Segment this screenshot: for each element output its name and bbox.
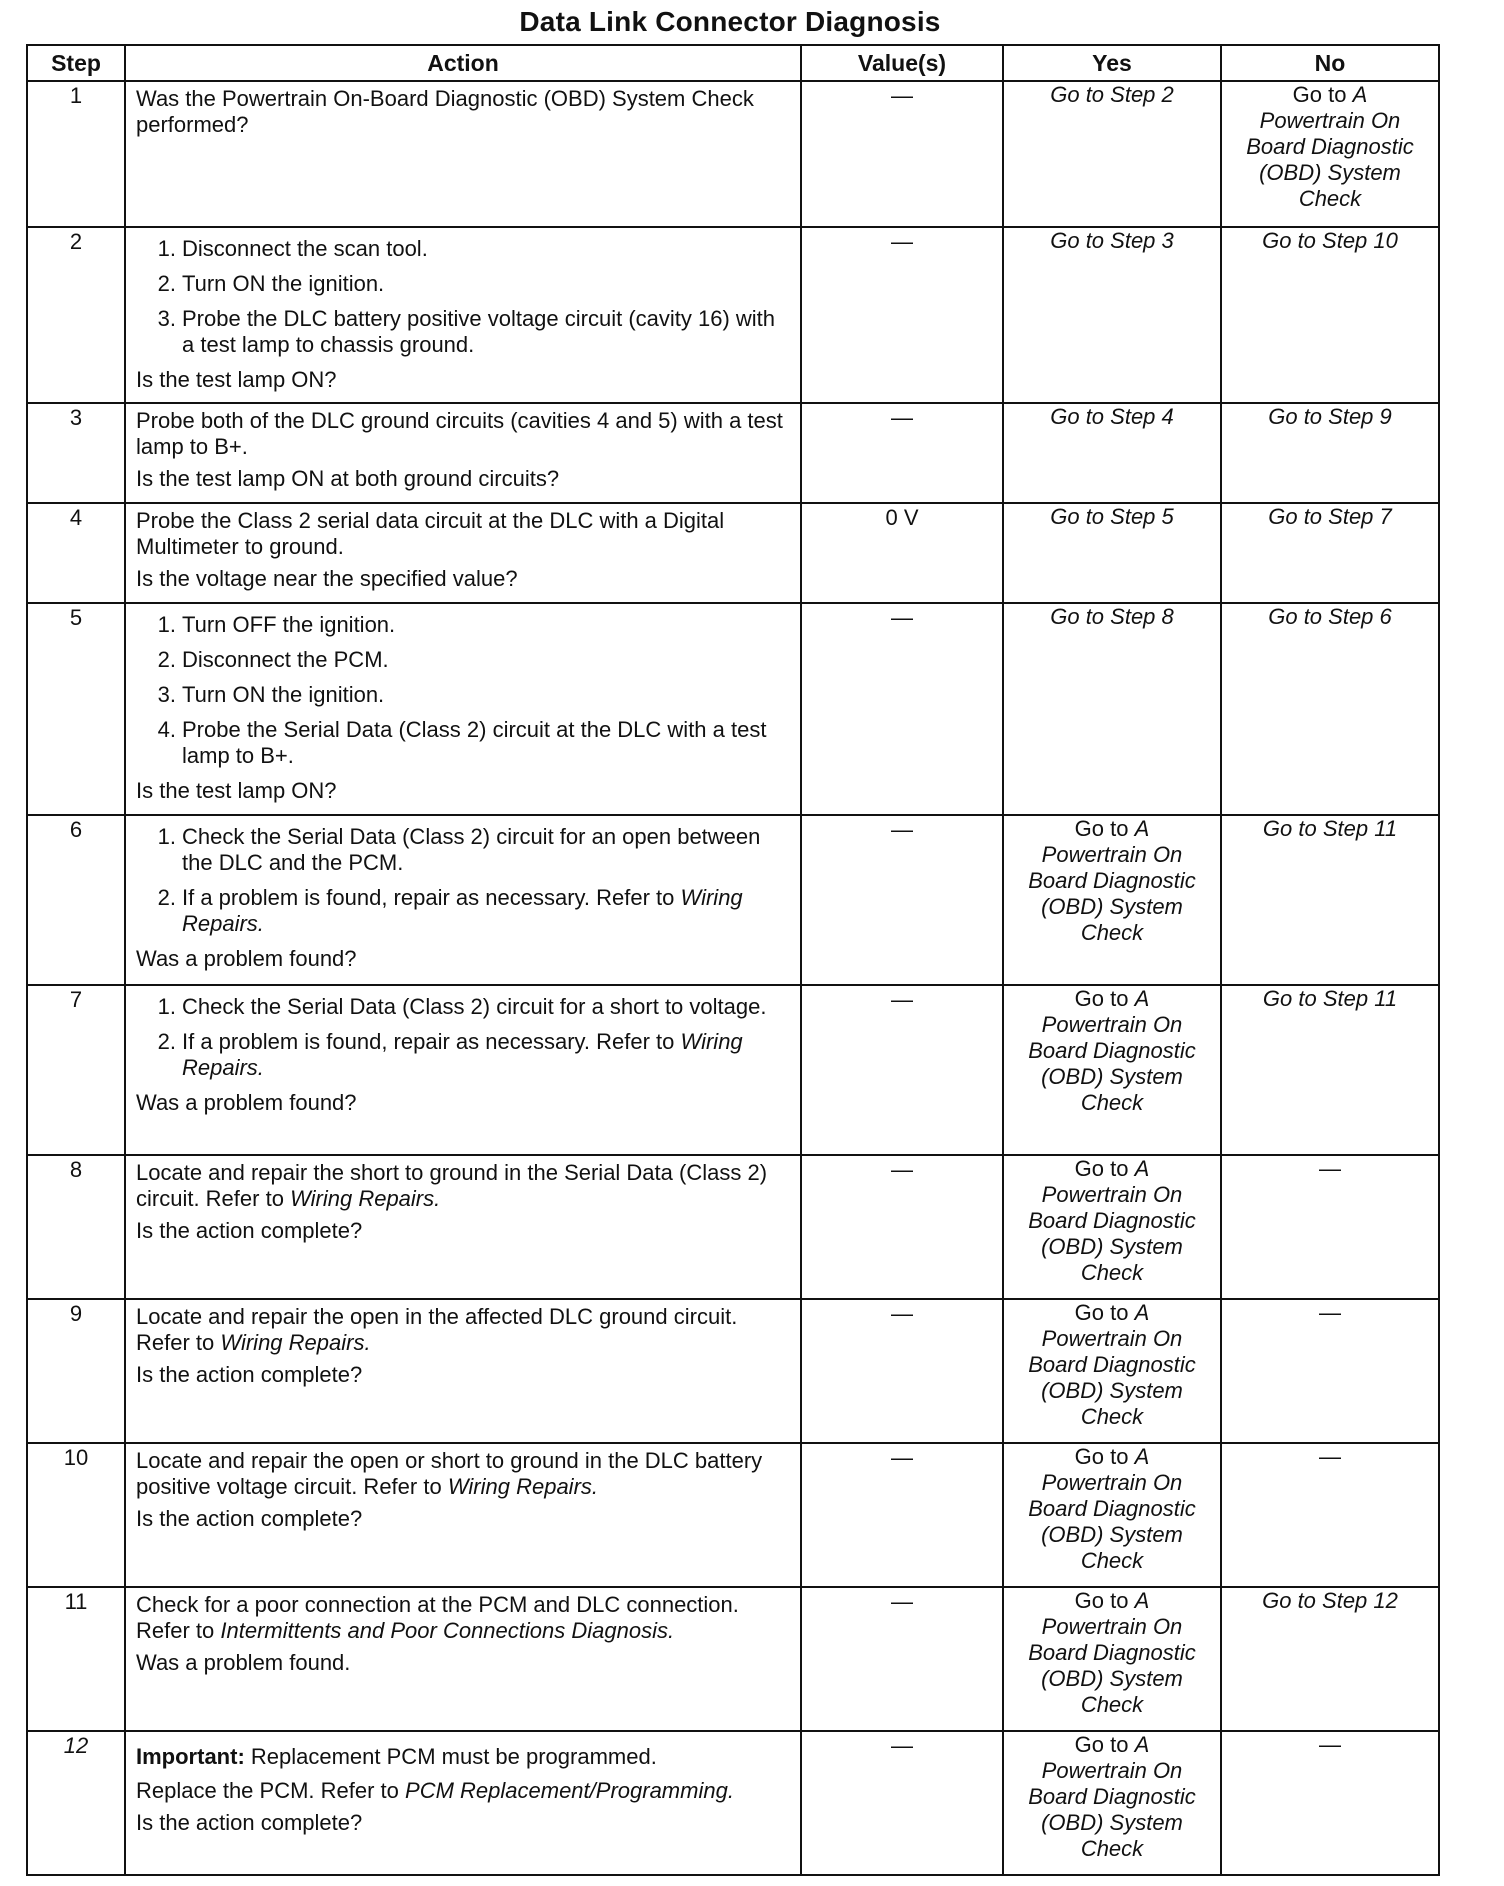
yes-cell: Go to Step 2 [1003, 81, 1221, 227]
obd-reference: Go to A Powertrain On Board Diagnostic (OBD) System Check [1028, 1156, 1196, 1285]
header-action: Action [125, 45, 801, 81]
action-cell [125, 603, 801, 815]
value-cell: — [801, 81, 1003, 227]
step-number: 12 [27, 1731, 125, 1875]
action-text: Replace the PCM. Refer to PCM Replacement/Programming. [136, 1778, 734, 1803]
reference-link: Wiring Repairs. [447, 1474, 599, 1499]
value-cell: — [801, 1299, 1003, 1443]
reference-link: Wiring Repairs. [182, 1029, 743, 1080]
action-text: Locate and repair the open or short to ground in the DLC battery positive voltage circuit. Refer to Wiring Repairs. [136, 1448, 763, 1499]
action-cell [125, 1587, 801, 1731]
value-cell: — [801, 1155, 1003, 1299]
action-question: Is the action complete? [136, 1218, 363, 1243]
yes-cell: Go to Step 8 [1003, 603, 1221, 815]
obd-reference: Go to A Powertrain On Board Diagnostic (OBD) System Check [1028, 816, 1196, 945]
table-row [27, 1731, 1439, 1875]
header-yes: Yes [1003, 45, 1221, 81]
step-number: 3 [27, 403, 125, 503]
diagnosis-table [26, 44, 1440, 1876]
action-step: 1. Check the Serial Data (Class 2) circuit for a short to voltage. [157, 994, 767, 1019]
action-question: Is the test lamp ON at both ground circuits? [136, 466, 560, 491]
reference-link: Intermittents and Poor Connections Diagnosis. [220, 1618, 675, 1643]
step-number: 8 [27, 1155, 125, 1299]
important-note: Important: Replacement PCM must be programmed. [136, 1744, 657, 1769]
action-cell [125, 985, 801, 1155]
header-no: No [1221, 45, 1439, 81]
yes-cell [1003, 1731, 1221, 1875]
value-cell: 0 V [801, 503, 1003, 603]
obd-reference: Go to A Powertrain On Board Diagnostic (OBD) System Check [1028, 1732, 1196, 1861]
table-row [27, 403, 1439, 503]
value-cell: — [801, 985, 1003, 1155]
action-cell [125, 815, 801, 985]
value-cell: — [801, 1587, 1003, 1731]
no-cell: — [1221, 1731, 1439, 1875]
yes-cell: Go to Step 4 [1003, 403, 1221, 503]
ref-line: Check [1298, 186, 1362, 211]
action-text: Locate and repair the open in the affected DLC ground circuit. Refer to Wiring Repairs. [136, 1304, 738, 1355]
table-row [27, 503, 1439, 603]
action-cell [125, 81, 801, 227]
action-step: 2. Disconnect the PCM. [157, 647, 389, 672]
step-number: 7 [27, 985, 125, 1155]
value-cell: — [801, 1443, 1003, 1587]
action-question: Is the test lamp ON? [136, 367, 337, 392]
no-cell: Go to Step 6 [1221, 603, 1439, 815]
obd-reference: Go to A Powertrain On Board Diagnostic (OBD) System Check [1028, 1588, 1196, 1717]
no-cell: Go to Step 11 [1221, 985, 1439, 1155]
action-step: 3. Probe the DLC battery positive voltage circuit (cavity 16) with a test lamp to chassis ground. [157, 306, 776, 357]
action-text: Locate and repair the short to ground in the Serial Data (Class 2) circuit. Refer to Wiring Repairs. [136, 1160, 768, 1211]
reference-link: Wiring Repairs. [182, 885, 743, 936]
step-number: 10 [27, 1443, 125, 1587]
action-step: 4. Probe the Serial Data (Class 2) circuit at the DLC with a test lamp to B+. [157, 717, 767, 768]
step-number: 6 [27, 815, 125, 985]
header-values: Value(s) [801, 45, 1003, 81]
action-text: Probe the Class 2 serial data circuit at the DLC with a Digital Multimeter to ground. [136, 508, 725, 559]
reference-link: Wiring Repairs. [220, 1330, 371, 1355]
value-cell: — [801, 815, 1003, 985]
no-cell [1221, 81, 1439, 227]
action-question: Is the action complete? [136, 1810, 363, 1835]
table-row [27, 81, 1439, 227]
action-cell [125, 1443, 801, 1587]
header-row [27, 45, 1439, 81]
ref-line: Powertrain On [1259, 108, 1401, 133]
value-cell: — [801, 1731, 1003, 1875]
action-question: Was a problem found. [136, 1650, 351, 1675]
table-row [27, 1587, 1439, 1731]
no-cell: — [1221, 1299, 1439, 1443]
table-row [27, 815, 1439, 985]
step-number: 4 [27, 503, 125, 603]
no-cell: — [1221, 1155, 1439, 1299]
step-number: 2 [27, 227, 125, 403]
important-label: Important: [136, 1744, 245, 1769]
no-cell: — [1221, 1443, 1439, 1587]
action-text: Probe both of the DLC ground circuits (cavities 4 and 5) with a test lamp to B+. [136, 408, 783, 459]
action-question: Is the test lamp ON? [136, 778, 337, 803]
table-row [27, 1443, 1439, 1587]
action-question: Was a problem found? [136, 946, 357, 971]
yes-cell [1003, 1443, 1221, 1587]
no-cell: Go to Step 12 [1221, 1587, 1439, 1731]
action-question: Is the voltage near the specified value? [136, 566, 518, 591]
yes-cell [1003, 985, 1221, 1155]
action-text: Check for a poor connection at the PCM and DLC connection. Refer to Intermittents and Poor Connections Diagnosis. [136, 1592, 739, 1643]
action-cell [125, 403, 801, 503]
action-steps [136, 236, 790, 358]
action-question: Is the action complete? [136, 1362, 363, 1387]
table-row [27, 1155, 1439, 1299]
yes-cell: Go to Step 3 [1003, 227, 1221, 403]
table-row [27, 1299, 1439, 1443]
obd-reference [1246, 82, 1414, 212]
action-step: 1. Check the Serial Data (Class 2) circuit for an open between the DLC and the PCM. [157, 824, 761, 875]
obd-reference: Go to A Powertrain On Board Diagnostic (OBD) System Check [1028, 986, 1196, 1115]
action-cell [125, 1155, 801, 1299]
ref-line: Board Diagnostic [1246, 134, 1414, 159]
action-step: 1. Disconnect the scan tool. [157, 236, 428, 261]
no-cell: Go to Step 7 [1221, 503, 1439, 603]
value-cell: — [801, 403, 1003, 503]
ref-goto: Go to [1292, 82, 1347, 107]
no-cell: Go to Step 10 [1221, 227, 1439, 403]
table-row [27, 603, 1439, 815]
action-cell [125, 1299, 801, 1443]
action-step: 3. Turn ON the ignition. [157, 682, 385, 707]
obd-reference: Go to A Powertrain On Board Diagnostic (OBD) System Check [1028, 1300, 1196, 1429]
no-cell: Go to Step 9 [1221, 403, 1439, 503]
table-row [27, 985, 1439, 1155]
page-title: Data Link Connector Diagnosis [519, 6, 941, 37]
action-question: Was a problem found? [136, 1090, 357, 1115]
action-steps [136, 612, 790, 769]
value-cell: — [801, 603, 1003, 815]
yes-cell [1003, 1299, 1221, 1443]
action-step: 1. Turn OFF the ignition. [157, 612, 396, 637]
action-question: Is the action complete? [136, 1506, 363, 1531]
obd-reference: Go to A Powertrain On Board Diagnostic (OBD) System Check [1028, 1444, 1196, 1573]
action-steps [136, 994, 790, 1081]
header-step: Step [27, 45, 125, 81]
no-cell: Go to Step 11 [1221, 815, 1439, 985]
action-cell [125, 1731, 801, 1875]
action-steps [136, 824, 790, 937]
step-number: 5 [27, 603, 125, 815]
action-step: 2. Turn ON the ignition. [157, 271, 385, 296]
action-text: Was the Powertrain On-Board Diagnostic (OBD) System Check performed? [136, 86, 754, 137]
value-cell: — [801, 227, 1003, 403]
table-row [27, 227, 1439, 403]
reference-link: Wiring Repairs. [290, 1186, 441, 1211]
step-number: 11 [27, 1587, 125, 1731]
step-number: 9 [27, 1299, 125, 1443]
yes-cell [1003, 1155, 1221, 1299]
ref-line: (OBD) System [1259, 160, 1401, 185]
step-number: 1 [27, 81, 125, 227]
ref-a: A [1352, 82, 1368, 107]
yes-cell [1003, 1587, 1221, 1731]
reference-link: PCM Replacement/Programming. [405, 1778, 734, 1803]
yes-cell: Go to Step 5 [1003, 503, 1221, 603]
action-cell [125, 503, 801, 603]
yes-cell [1003, 815, 1221, 985]
action-step: 2. If a problem is found, repair as necessary. Refer to Wiring Repairs. [157, 1029, 743, 1080]
action-cell [125, 227, 801, 403]
action-step: 2. If a problem is found, repair as necessary. Refer to Wiring Repairs. [157, 885, 743, 936]
